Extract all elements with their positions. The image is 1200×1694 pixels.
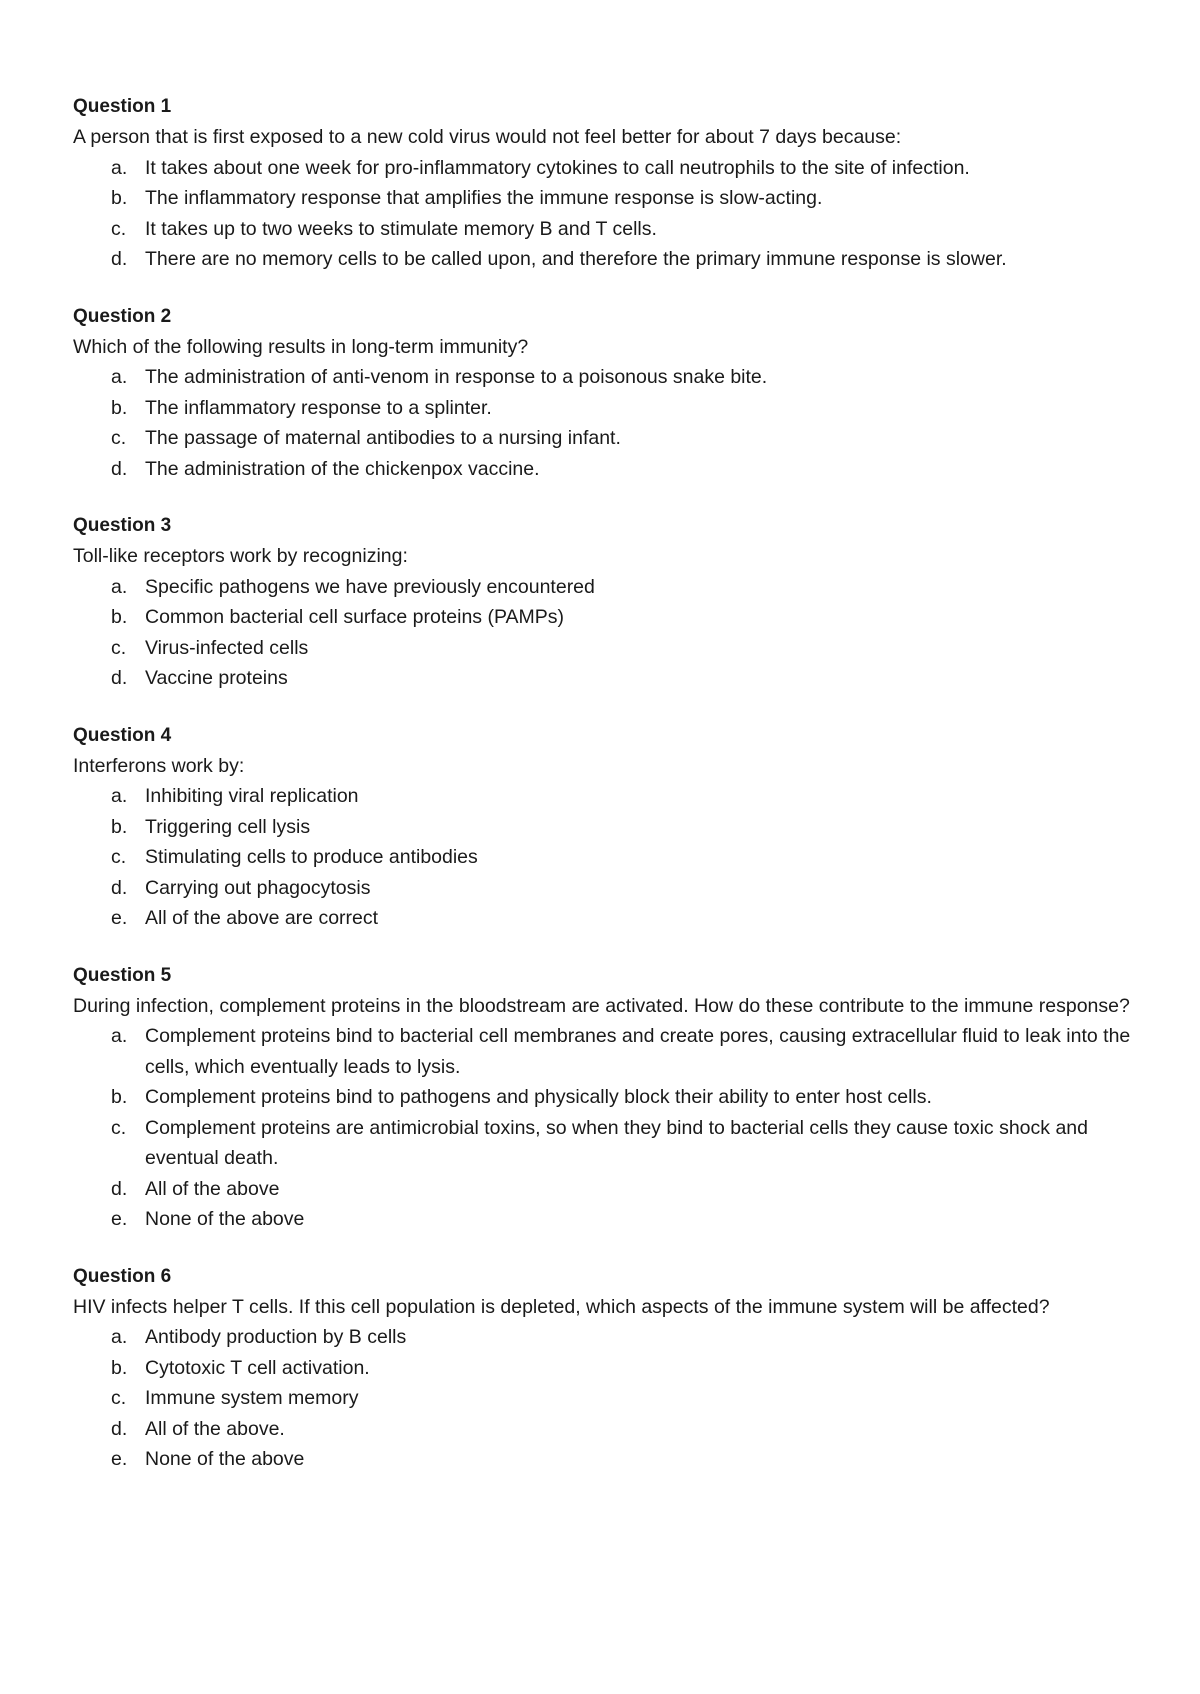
answer-option-b bbox=[73, 812, 1143, 843]
answer-option-d bbox=[73, 873, 1143, 904]
answer-option-e bbox=[73, 1204, 1143, 1235]
option-letter: d. bbox=[111, 457, 128, 480]
option-letter: a. bbox=[111, 575, 128, 598]
question-title: Question 5 bbox=[73, 964, 172, 986]
option-text: The passage of maternal antibodies to a nursing infant. bbox=[145, 427, 621, 449]
question-prompt: Which of the following results in long-term immunity? bbox=[73, 335, 529, 358]
option-text: Carrying out phagocytosis bbox=[145, 876, 371, 899]
option-text: All of the above. bbox=[145, 1417, 285, 1440]
option-letter: a. bbox=[111, 366, 128, 388]
answer-option-c bbox=[73, 214, 1143, 245]
option-text: Vaccine proteins bbox=[145, 667, 288, 689]
option-text: Virus-infected cells bbox=[145, 636, 309, 659]
option-text: The inflammatory response that amplifies the immune response is slow-acting. bbox=[145, 187, 823, 209]
option-text: Inhibiting viral replication bbox=[145, 785, 359, 807]
option-text: Common bacterial cell surface proteins (PAMPs) bbox=[145, 606, 565, 628]
answer-options bbox=[73, 572, 1143, 694]
option-text: Cytotoxic T cell activation. bbox=[145, 1356, 370, 1379]
answer-option-e bbox=[73, 1444, 1143, 1475]
question-prompt: A person that is first exposed to a new cold virus would not feel better for about 7 days because: bbox=[73, 126, 902, 148]
question-title: Question 4 bbox=[73, 724, 172, 746]
answer-option-a bbox=[73, 362, 1143, 393]
option-text: It takes about one week for pro-inflammatory cytokines to call neutrophils to the site of infection. bbox=[145, 156, 970, 179]
answer-option-d bbox=[73, 1174, 1143, 1205]
answer-option-a bbox=[73, 153, 1143, 184]
option-text: All of the above are correct bbox=[145, 907, 379, 929]
answer-options bbox=[73, 1021, 1143, 1235]
question-4 bbox=[73, 721, 1143, 934]
option-letter: b. bbox=[111, 606, 128, 628]
option-text: None of the above bbox=[145, 1448, 305, 1470]
answer-options bbox=[73, 362, 1143, 484]
answer-option-b bbox=[73, 183, 1143, 214]
option-text: Complement proteins bind to pathogens and physically block their ability to enter host cells. bbox=[145, 1086, 932, 1108]
answer-option-b bbox=[73, 1353, 1143, 1384]
answer-option-a bbox=[73, 1021, 1143, 1082]
option-text: Complement proteins bind to bacterial cell membranes and create pores, causing extracellular fluid to leak into the cells, which eventually leads to lysis. bbox=[145, 1025, 1131, 1078]
question-prompt: During infection, complement proteins in the bloodstream are activated. How do these contribute to the immune response? bbox=[73, 994, 1130, 1017]
question-prompt: Toll-like receptors work by recognizing: bbox=[73, 545, 408, 567]
document-page bbox=[73, 92, 1143, 1502]
question-title: Question 6 bbox=[73, 1265, 172, 1287]
option-text: Specific pathogens we have previously encountered bbox=[145, 575, 595, 598]
answer-options bbox=[73, 781, 1143, 934]
option-text: Complement proteins are antimicrobial toxins, so when they bind to bacterial cells they cause toxic shock and eventual death. bbox=[145, 1116, 1088, 1169]
option-letter: d. bbox=[111, 876, 128, 899]
option-letter: b. bbox=[111, 815, 128, 838]
option-letter: b. bbox=[111, 187, 128, 209]
answer-option-d bbox=[73, 1414, 1143, 1445]
option-letter: a. bbox=[111, 1326, 128, 1348]
option-letter: a. bbox=[111, 785, 128, 807]
option-letter: e. bbox=[111, 907, 128, 929]
answer-option-a bbox=[73, 1322, 1143, 1353]
option-text: There are no memory cells to be called upon, and therefore the primary immune response is slower. bbox=[145, 248, 1007, 270]
answer-options bbox=[73, 1322, 1143, 1475]
option-letter: c. bbox=[111, 217, 127, 240]
answer-option-d bbox=[73, 663, 1143, 694]
option-letter: b. bbox=[111, 1086, 128, 1108]
answer-option-c bbox=[73, 633, 1143, 664]
question-prompt: Interferons work by: bbox=[73, 754, 245, 777]
option-letter: c. bbox=[111, 636, 127, 659]
question-2 bbox=[73, 302, 1143, 485]
question-title: Question 1 bbox=[73, 96, 172, 117]
answer-option-c bbox=[73, 423, 1143, 454]
option-letter: d. bbox=[111, 667, 128, 689]
answer-option-d bbox=[73, 454, 1143, 485]
question-1 bbox=[73, 92, 1143, 275]
option-text: The inflammatory response to a splinter. bbox=[145, 396, 492, 419]
question-prompt: HIV infects helper T cells. If this cell population is depleted, which aspects of the immune system will be affected? bbox=[73, 1295, 1050, 1318]
answer-option-c bbox=[73, 1113, 1143, 1174]
option-letter: e. bbox=[111, 1448, 128, 1470]
option-letter: c. bbox=[111, 427, 127, 449]
option-letter: c. bbox=[111, 1387, 127, 1409]
option-text: None of the above bbox=[145, 1208, 305, 1230]
option-letter: b. bbox=[111, 396, 128, 419]
option-text: It takes up to two weeks to stimulate memory B and T cells. bbox=[145, 217, 657, 240]
option-letter: c. bbox=[111, 1116, 127, 1139]
option-text: Stimulating cells to produce antibodies bbox=[145, 846, 478, 868]
question-3 bbox=[73, 511, 1143, 694]
question-5 bbox=[73, 961, 1143, 1235]
question-title: Question 3 bbox=[73, 515, 172, 536]
question-6 bbox=[73, 1262, 1143, 1475]
answer-options bbox=[73, 153, 1143, 275]
answer-option-c bbox=[73, 1383, 1143, 1414]
option-text: The administration of the chickenpox vaccine. bbox=[145, 457, 540, 480]
answer-option-a bbox=[73, 572, 1143, 603]
option-text: Antibody production by B cells bbox=[145, 1326, 407, 1348]
option-text: The administration of anti-venom in response to a poisonous snake bite. bbox=[145, 366, 768, 388]
option-letter: e. bbox=[111, 1208, 128, 1230]
option-text: Triggering cell lysis bbox=[145, 815, 311, 838]
option-text: All of the above bbox=[145, 1177, 280, 1200]
option-letter: b. bbox=[111, 1356, 128, 1379]
option-letter: d. bbox=[111, 248, 128, 270]
answer-option-d bbox=[73, 244, 1143, 275]
option-letter: a. bbox=[111, 1025, 128, 1047]
answer-option-b bbox=[73, 393, 1143, 424]
answer-option-e bbox=[73, 903, 1143, 934]
option-letter: d. bbox=[111, 1177, 128, 1200]
answer-option-b bbox=[73, 602, 1143, 633]
answer-option-a bbox=[73, 781, 1143, 812]
option-letter: d. bbox=[111, 1417, 128, 1440]
option-letter: a. bbox=[111, 156, 128, 179]
question-title: Question 2 bbox=[73, 305, 172, 327]
option-text: Immune system memory bbox=[145, 1387, 359, 1409]
option-letter: c. bbox=[111, 846, 127, 868]
answer-option-c bbox=[73, 842, 1143, 873]
answer-option-b bbox=[73, 1082, 1143, 1113]
